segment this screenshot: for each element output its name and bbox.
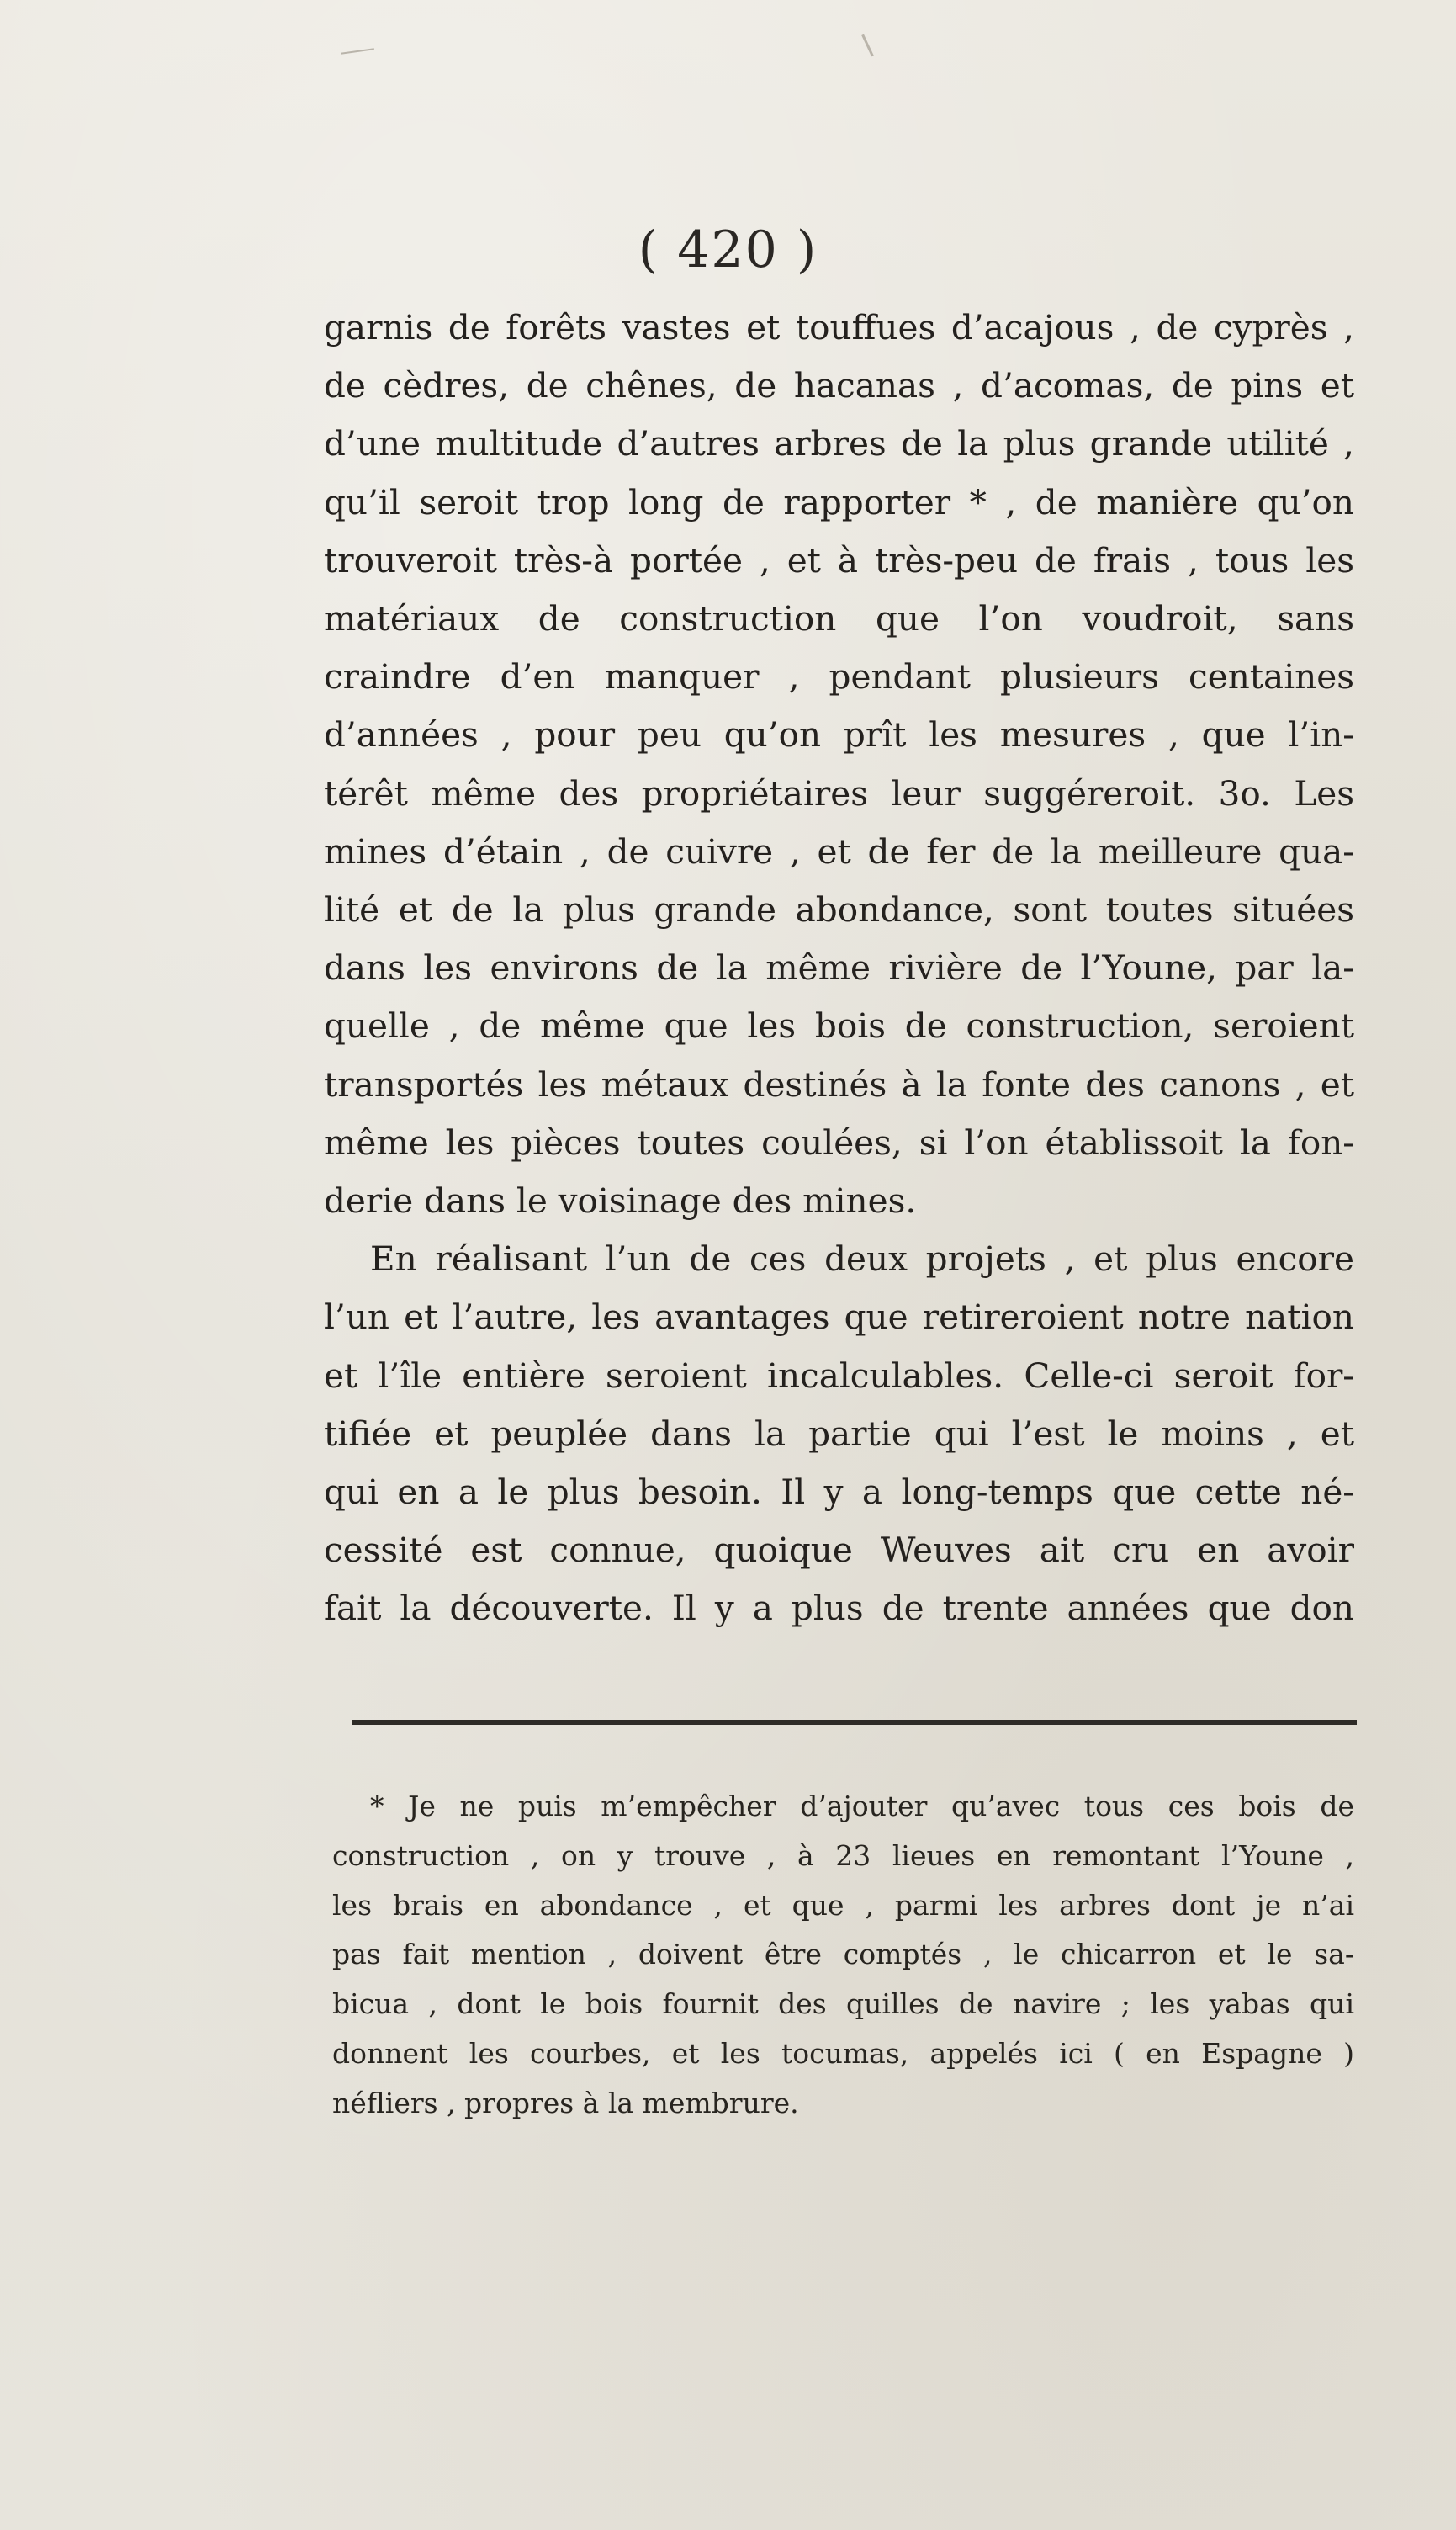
body-line: quelle , de même que les bois de construction, seroient: [324, 1005, 1354, 1047]
body-line: qu’il seroit trop long de rapporter * , de manière qu’on: [324, 481, 1354, 522]
body-line: fait la découverte. Il y a plus de trente années que don: [324, 1588, 1354, 1629]
body-line: transportés les métaux destinés à la fonte des canons , et: [324, 1063, 1354, 1105]
body-line: trouveroit très-à portée , et à très-peu de frais , tous les: [324, 539, 1354, 581]
footnote-line: donnent les courbes, et les tocumas, appelés ici ( en Espagne ): [332, 2036, 1354, 2070]
footnote-line: néfliers , propres à la membrure.: [332, 2086, 799, 2119]
body-line: d’une multitude d’autres arbres de la plus grande utilité ,: [324, 423, 1354, 464]
body-line: mines d’étain , de cuivre , et de fer de la meilleure qua-: [324, 830, 1354, 872]
body-line: térêt même des propriétaires leur suggéreroit. 3o. Les: [324, 772, 1354, 814]
body-line: qui en a le plus besoin. Il y a long-temps que cette né-: [324, 1472, 1354, 1513]
paragraph-start-line: En réalisant l’un de ces deux projets , et plus encore: [370, 1238, 1354, 1280]
footnote-line: bicua , dont le bois fournit des quilles de navire ; les yabas qui: [332, 1987, 1354, 2021]
body-line: cessité est connue, quoique Weuves ait cru en avoir: [324, 1530, 1354, 1571]
body-line: même les pièces toutes coulées, si l’on établissoit la fon-: [324, 1122, 1354, 1163]
footnote-line: pas fait mention , doivent être comptés , le chicarron et le sa-: [332, 1938, 1354, 1971]
body-line: garnis de forêts vastes et touffues d’acajous , de cyprès ,: [324, 307, 1354, 347]
footnote: [332, 1782, 1354, 2129]
body-line: de cèdres, de chênes, de hacanas , d’acomas, de pins et: [324, 365, 1354, 406]
body-text: [324, 299, 1354, 1638]
paper-smudge-mark: [341, 48, 374, 55]
body-line: derie dans le voisinage des mines.: [324, 1180, 917, 1222]
body-line: d’années , pour peu qu’on prît les mesures , que l’in-: [324, 714, 1354, 756]
body-line: l’un et l’autre, les avantages que retireroient notre nation: [324, 1297, 1354, 1338]
body-line: dans les environs de la même rivière de l’Youne, par la-: [324, 947, 1354, 989]
footnote-divider-rule: [352, 1720, 1357, 1725]
body-line: lité et de la plus grande abondance, sont toutes situées: [324, 889, 1354, 931]
footnote-line: les brais en abondance , et que , parmi les arbres dont je n’ai: [332, 1888, 1354, 1922]
body-line: matériaux de construction que l’on voudroit, sans: [324, 598, 1354, 639]
body-line: tifiée et peuplée dans la partie qui l’est le moins , et: [324, 1413, 1354, 1454]
paper-smudge-mark: [861, 34, 874, 57]
page-number: ( 420 ): [638, 220, 818, 279]
footnote-line: * Je ne puis m’empêcher d’ajouter qu’avec tous ces bois de: [370, 1790, 1354, 1822]
footnote-line: construction , on y trouve , à 23 lieues en remontant l’Youne ,: [332, 1838, 1354, 1872]
body-line: et l’île entière seroient incalculables. Celle-ci seroit for-: [324, 1355, 1354, 1396]
body-line: craindre d’en manquer , pendant plusieurs centaines: [324, 656, 1354, 697]
